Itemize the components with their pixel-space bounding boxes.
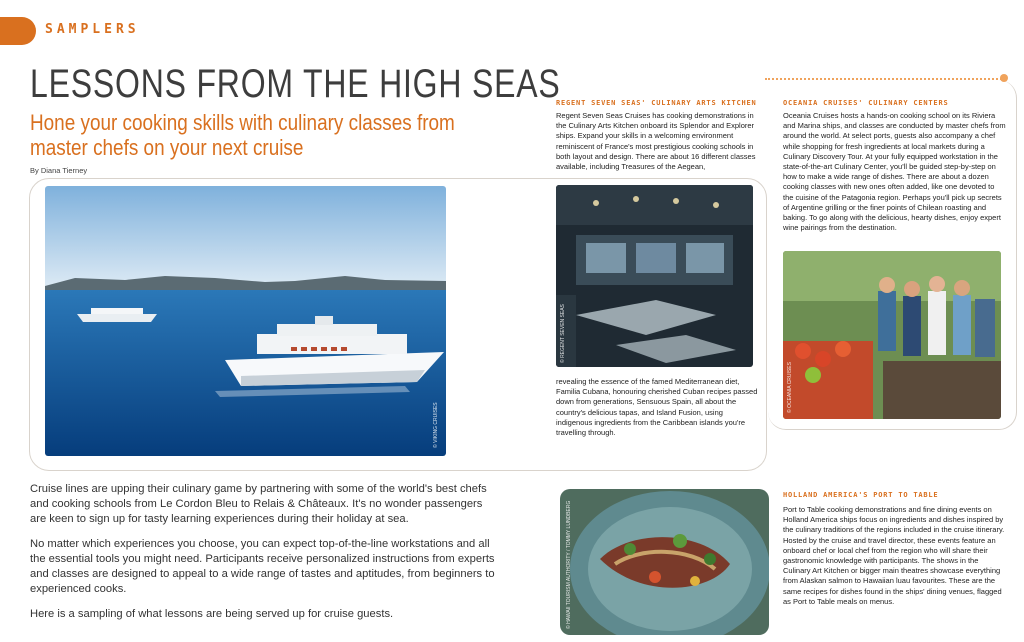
culinary-kitchen-photo — [556, 185, 753, 367]
section-tab — [0, 17, 36, 45]
market-photo-credit: © OCEANIA CRUISES — [787, 362, 793, 413]
market-illustration — [783, 251, 1001, 419]
ship-photo-credit: © VIKING CRUISES — [433, 402, 439, 448]
intro-paragraph-3: Here is a sampling of what lessons are being served up for cruise guests. — [30, 608, 394, 620]
oceania-paragraph: Oceania Cruises hosts a hands-on cooking school on its Riviera and Marina ships, and classes are conducted by master chefs from around the world. At select ports, guests also accompany a chef while shopping for fresh ingredients at local markets during a Culinary Discovery Tour. At your fully equipped workstation in the state-of-the-art Culinary Center, you'll be guided step-by-step on how to make a wide range of dishes. There are about a dozen cooking classes with new ones often added, like one devoted to the cuisine of the Patagonia region. Perhaps you'll pick up secrets of Argentine grilling or the finer points of Chilean roasting and baking. To go along with the delicious, hearty dishes, enjoy expert wine pairings from the destination. — [783, 111, 1006, 233]
article-subtitle: Hone your cooking skills with culinary classes from master chefs on your next cruise — [30, 110, 455, 160]
regent-paragraph-2: revealing the essence of the famed Mediterranean diet, Familia Cubana, honouring cherished Cuban recipes passed down from generations, Sensuous Spain, all about the country's delicious tapas, and Island Fusion, using indigenous ingredients from the Caribbean islands you're travelling through. — [556, 377, 758, 438]
intro-paragraph-1: Cruise lines are upping their culinary game by partnering with some of the world's best chefs and cooking schools from Le Cordon Bleu to Relais & Châteaux. It's no wonder passengers are keen to sign up for tasty learning experiences during their holiday at sea. — [30, 483, 487, 525]
oceania-heading: OCEANIA CRUISES' CULINARY CENTERS — [783, 99, 949, 107]
plated-dish-photo — [560, 489, 769, 635]
byline: By Diana Tierney — [30, 166, 88, 175]
dotted-rule — [765, 78, 1005, 80]
cruise-ship-illustration — [45, 186, 446, 456]
dish-illustration — [560, 489, 769, 635]
kitchen-illustration — [556, 185, 753, 367]
kitchen-photo-credit: © REGENT SEVEN SEAS — [560, 304, 566, 363]
intro-paragraph-2: No matter which experiences you choose, you can expect top-of-the-line workstations and all the essential tools you might need. Participants receive personalized instructions from experts and classes are designed to appeal to a wide range of tastes and aptitudes, from beginners to experienced cooks. — [30, 538, 495, 595]
dotted-rule-end — [1000, 74, 1008, 82]
regent-paragraph-1: Regent Seven Seas Cruises has cooking demonstrations in the Culinary Arts Kitchen onboard its Splendor and Explorer ships. Expand your skills in a welcoming environment reminiscent of France's most prestigious cooking schools in both layout and design. There are about 16 different classes available, including Treasures of the Aegean, — [556, 111, 756, 172]
cruise-ship-photo — [45, 186, 446, 456]
article-intro — [30, 482, 500, 632]
market-tour-photo — [783, 251, 1001, 419]
article-title: LESSONS FROM THE HIGH SEAS — [30, 62, 561, 106]
regent-heading: REGENT SEVEN SEAS' CULINARY ARTS KITCHEN — [556, 99, 757, 107]
holland-heading: HOLLAND AMERICA'S PORT TO TABLE — [783, 491, 939, 499]
dish-photo-credit: © HAWAII TOURISM AUTHORITY / TOMMY LUNDBERG — [566, 500, 572, 629]
section-label: SAMPLERS — [45, 22, 140, 37]
holland-paragraph: Port to Table cooking demonstrations and fine dining events on Holland America ships focus on ingredients and dishes inspired by the culinary traditions of the regions included in the cruise itinerary. Hosted by the cruise and travel director, these events feature an onboard chef or local chef from the region who will share their gastronomic knowledge with participants. The shows in the Culinary Art Kitchen or bigger main theatres showcase everything from Alaskan salmon to Hawaiian luau favourites. These are the same recipes for dishes found in the ships' dining venues, flagged as Port to Table meals on menus. — [783, 505, 1005, 606]
